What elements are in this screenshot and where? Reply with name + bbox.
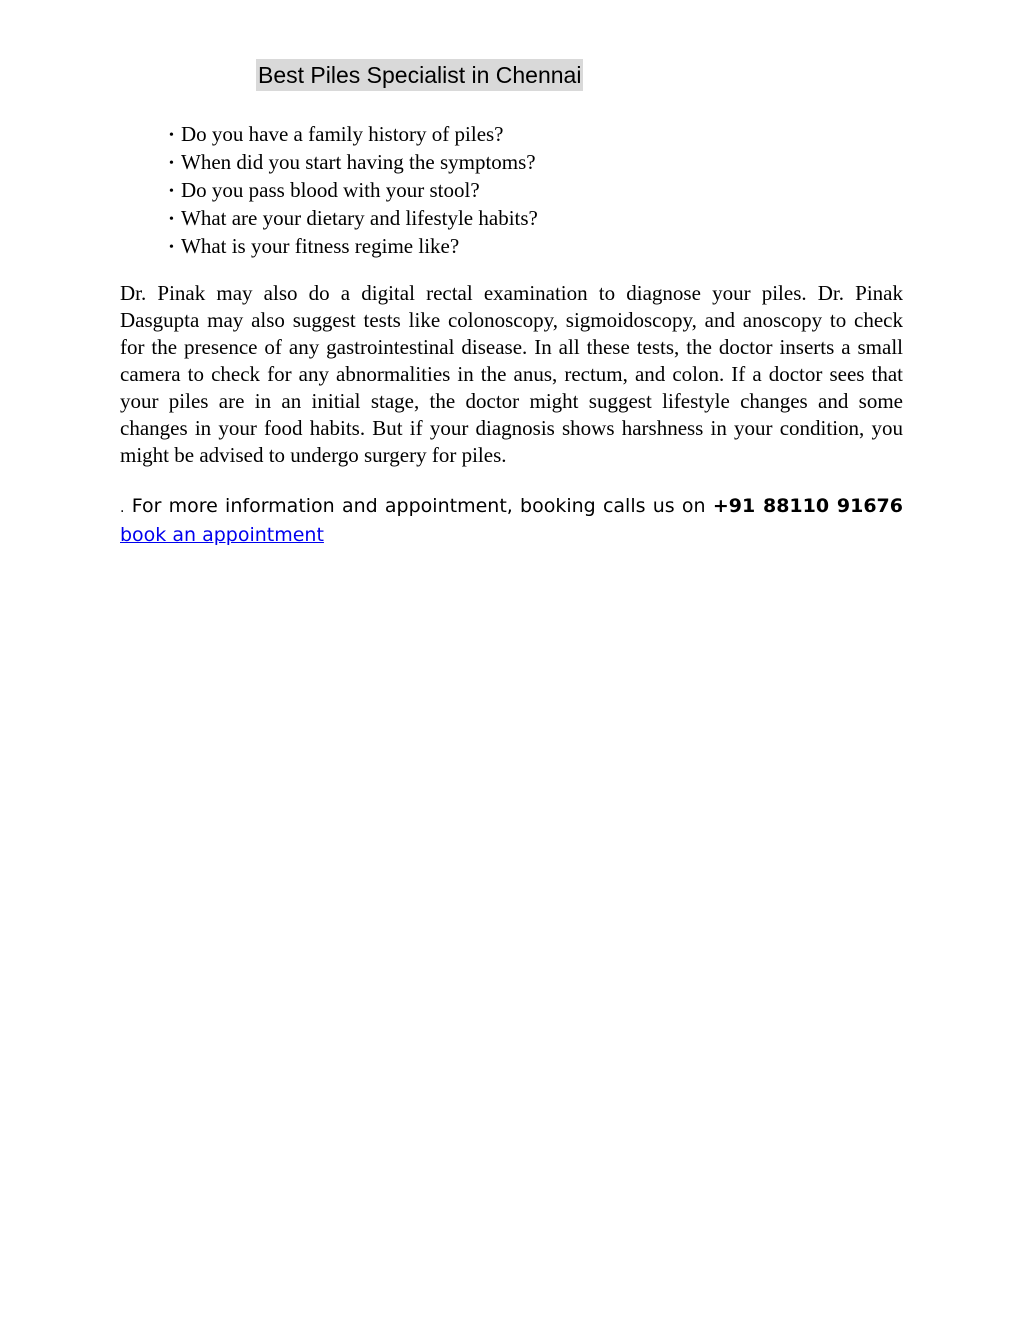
bullet-icon: • <box>169 212 174 227</box>
phone-number: +91 88110 91676 <box>712 495 903 517</box>
question-text: When did you start having the symptoms? <box>181 150 536 174</box>
bullet-icon: • <box>169 156 174 171</box>
bullet-icon: • <box>169 128 174 143</box>
page-title: Best Piles Specialist in Chennai <box>256 59 583 91</box>
lead-dot: . <box>120 500 125 516</box>
list-item <box>169 177 538 205</box>
book-appointment-link[interactable]: book an appointment <box>120 524 324 546</box>
list-item <box>169 233 538 261</box>
question-text: Do you have a family history of piles? <box>181 122 504 146</box>
list-item <box>169 205 538 233</box>
bullet-icon: • <box>169 184 174 199</box>
contact-text: For more information and appointment, booking calls us on <box>131 495 706 517</box>
question-list <box>169 121 538 261</box>
question-text: Do you pass blood with your stool? <box>181 178 480 202</box>
list-item <box>169 121 538 149</box>
question-text: What is your fitness regime like? <box>181 234 460 258</box>
contact-paragraph <box>120 493 903 549</box>
diagnosis-paragraph: Dr. Pinak may also do a digital rectal examination to diagnose your piles. Dr. Pinak Dasgupta may also suggest tests like colonoscopy, sigmoidoscopy, and anoscopy to check for the presence of any gastrointestinal disease. In all these tests, the doctor inserts a small camera to check for any abnormalities in the anus, rectum, and colon. If a doctor sees that your piles are in an initial stage, the doctor might suggest lifestyle changes and some changes in your food habits. But if your diagnosis shows harshness in your condition, you might be advised to undergo surgery for piles. <box>120 281 903 467</box>
bullet-icon: • <box>169 240 174 255</box>
question-text: What are your dietary and lifestyle habits? <box>181 206 538 230</box>
list-item <box>169 149 538 177</box>
